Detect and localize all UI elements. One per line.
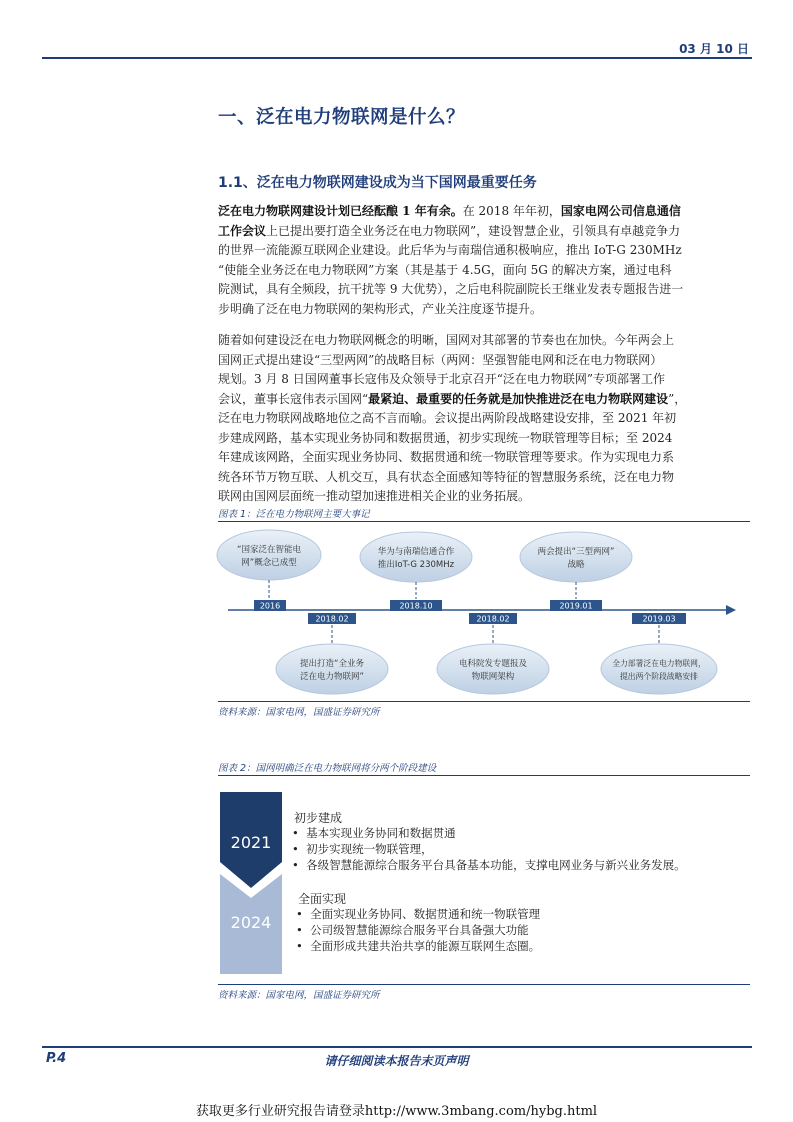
subsection-title: 1.1、泛在电力物联网建设成为当下国网最重要任务 (218, 175, 537, 191)
timeline-date: 2018.02 (476, 614, 510, 624)
timeline-event-text: 全力部署泛在电力物联网， (612, 659, 706, 668)
timeline-event-text: “国家泛在智能电 (237, 545, 301, 555)
section-title: 一、泛在电力物联网是什么？ (218, 107, 466, 128)
timeline-event-2019-03 (601, 613, 717, 694)
para2-line-2: 国网正式提出建设“三型两网”的战略目标（两网：坚强智能电网和泛在电力物联网） (218, 352, 663, 367)
timeline-event-2018-10 (360, 532, 472, 611)
para2-line-3: 规划。3 月 8 日国网董事长寇伟及众领导于北京召开“泛在电力物联网”专项部署工作 (218, 372, 665, 386)
timeline-event-text: 提出打造“全业务 (300, 659, 364, 669)
timeline-arrow-icon (726, 605, 736, 615)
para2-line-4: 会议，董事长寇伟表示国网“最紧迫、最重要的任务就是加快推进泛在电力物联网建设”， (218, 391, 687, 406)
list-item: • 公司级智慧能源综合服务平台具备强大功能 (296, 923, 529, 937)
timeline-event-text: 华为与南瑞信通合作 (377, 547, 455, 557)
phase-2-bullets (296, 906, 540, 954)
list-item: • 各级智慧能源综合服务平台具备基本功能，支撑电网业务与新兴业务发展。 (292, 858, 686, 872)
para2-line-9: 联网由国网层面统一推动望加速推进相关企业的业务拓展。 (218, 489, 531, 503)
para2-line-1: 随着如何建设泛在电力物联网概念的明晰，国网对其部署的节奏也在加快。今年两会上 (218, 333, 675, 347)
timeline-date: 2019.03 (642, 614, 676, 624)
timeline-event-2016 (217, 530, 321, 611)
timeline-event-text: 提出两个阶段战略安排 (620, 672, 698, 681)
footer-rule (42, 1046, 752, 1048)
timeline-date: 2018.02 (315, 614, 349, 624)
footer-disclaimer: 请仔细阅读本报告末页声明 (324, 1054, 469, 1068)
para2-line-6: 步建成网路，基本实现业务协同和数据贯通，初步实现统一物联管理等目标；至 2024 (218, 430, 673, 445)
phase-chevrons (220, 792, 282, 974)
timeline-event-2019-01 (520, 532, 632, 611)
timeline-event-text: 战略 (567, 560, 585, 570)
timeline-event-text: 两会提出“三型两网” (537, 547, 615, 557)
page-number: P.4 (46, 1051, 67, 1066)
timeline-date: 2019.01 (559, 601, 593, 611)
para2-line-8: 统各环节万物互联、人机交互，具有状态全面感知等特征的智慧服务系统，泛在电力物 (218, 469, 675, 484)
timeline-event-text: 物联网架构 (471, 672, 515, 682)
para1-line-1: 泛在电力物联网建设计划已经酝酿 1 年有余。在 2018 年年初，国家电网公司信息通信 (218, 204, 681, 218)
para1-line-6: 步明确了泛在电力物联网的架构形式，产业关注度逐节提升。 (218, 301, 543, 316)
para2-line-5: 泛在电力物联网战略地位之高不言而喻。会议提出两阶段战略建设安排，至 2021 年初 (218, 411, 677, 425)
timeline-diagram (210, 523, 750, 698)
paragraph-1 (218, 202, 748, 319)
list-item: • 基本实现业务协同和数据贯通 (292, 826, 456, 840)
figure-1-caption: 图表 1：泛在电力物联网主要大事记 (218, 509, 370, 520)
figure-2-caption: 图表 2：国网明确泛在电力物联网将分两个阶段建设 (218, 763, 437, 774)
header-rule (42, 57, 752, 59)
phase-1-title: 初步建成 (294, 811, 343, 825)
paragraph-2 (218, 331, 748, 507)
figure-2-bottom-rule (218, 984, 750, 985)
timeline-date: 2016 (259, 601, 281, 611)
phase-year-2021: 2021 (230, 833, 272, 852)
figure-1-source: 资料来源：国家电网，国盛证券研究所 (218, 707, 380, 718)
timeline-event-text: 推出IoT-G 230MHz (377, 560, 455, 570)
para2-line-7: 年建成该网路，全面实现业务协同、数据贯通和统一物联管理等要求。作为实现电力系 (218, 450, 675, 464)
timeline-event-2018-02-a (276, 613, 388, 694)
timeline-event-text: 泛在电力物联网” (300, 672, 364, 682)
list-item: • 初步实现统一物联管理， (292, 842, 433, 856)
timeline-event-2018-02-b (437, 613, 549, 694)
figure-1-top-rule (218, 521, 750, 522)
timeline-event-text: 电科院发专题报及 (458, 659, 528, 669)
figure-1-bottom-rule (218, 701, 750, 702)
para1-line-3: 的世界一流能源互联网企业建设。此后华为与南瑞信通积极响应，推出 IoT-G 230MHz (218, 243, 682, 257)
timeline-event-text: 网”概念已成型 (241, 558, 297, 568)
timeline-date: 2018.10 (399, 601, 433, 611)
figure-2-top-rule (218, 775, 750, 776)
para1-line-4: “使能全业务泛在电力物联网”方案（其是基于 4.5G，面向 5G 的解决方案，通过电科 (218, 262, 672, 277)
para1-line-5: 院测试，具有全频段，抗干扰等 9 大优势），之后电科院副院长王继业发表专题报告进一 (218, 282, 684, 296)
figure-2-source: 资料来源：国家电网，国盛证券研究所 (218, 990, 380, 1001)
para1-line-2: 工作会议上已提出要打造全业务泛在电力物联网”，建设智慧企业，引领具有卓越竞争力 (218, 223, 681, 238)
list-item: • 全面形成共建共治共享的能源互联网生态圈。 (296, 939, 541, 953)
phase-2-title: 全面实现 (298, 892, 347, 906)
footer-link[interactable]: 获取更多行业研究报告请登录http://www.3mbang.com/hybg.html (195, 1104, 598, 1119)
report-date: 03 月 10 日 (679, 42, 749, 56)
list-item: • 全面实现业务协同、数据贯通和统一物联管理 (296, 907, 541, 921)
phase-year-2024: 2024 (230, 913, 272, 932)
phase-1-bullets (292, 825, 686, 873)
